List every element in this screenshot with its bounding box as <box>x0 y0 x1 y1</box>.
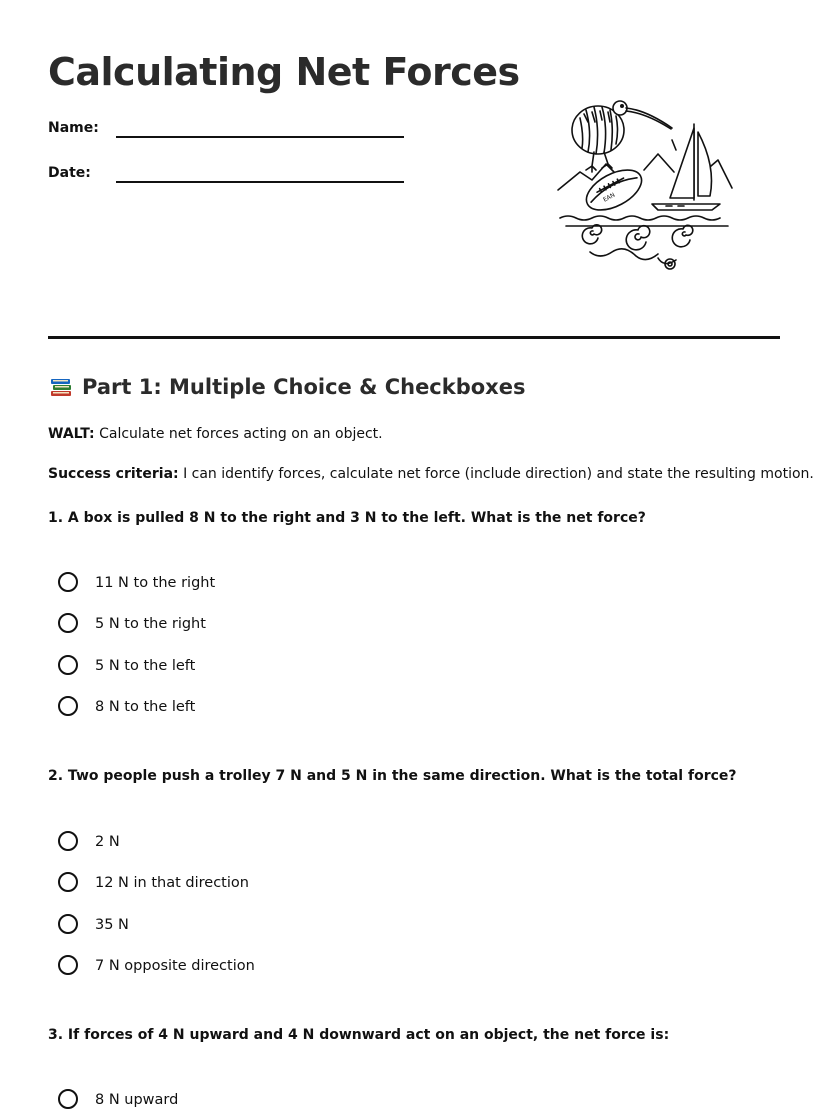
option-label: 35 N <box>95 917 129 933</box>
radio-button[interactable] <box>58 955 78 975</box>
kiwi-rugby-sailboat-illustration <box>554 92 734 274</box>
radio-button[interactable] <box>58 831 78 851</box>
section-divider <box>48 336 780 339</box>
walt-text: Calculate net forces acting on an object. <box>94 426 383 442</box>
walt-statement <box>48 424 383 444</box>
question-1-text: 1. A box is pulled 8 N to the right and 3 N to the left. What is the net force? <box>48 510 646 526</box>
part1-title: Part 1: Multiple Choice & Checkboxes <box>82 375 526 399</box>
option-label: 2 N <box>95 834 120 850</box>
name-input-line[interactable] <box>116 136 404 138</box>
option-label: 11 N to the right <box>95 575 216 591</box>
walt-label: WALT: <box>48 426 95 442</box>
question-3-text: 3. If forces of 4 N upward and 4 N downward act on an object, the net force is: <box>48 1027 670 1043</box>
radio-button[interactable] <box>58 914 78 934</box>
criteria-label: Success criteria: <box>48 466 179 482</box>
option-label: 8 N to the left <box>95 699 196 715</box>
radio-button[interactable] <box>58 1089 78 1109</box>
radio-button[interactable] <box>58 572 78 592</box>
page-title: Calculating Net Forces <box>48 50 520 94</box>
part1-heading <box>48 374 525 404</box>
option-label: 5 N to the right <box>95 616 206 632</box>
radio-button[interactable] <box>58 613 78 633</box>
criteria-text: I can identify forces, calculate net force (include direction) and state the resulting motion. <box>178 466 814 482</box>
radio-button[interactable] <box>58 872 78 892</box>
date-input-line[interactable] <box>116 181 404 183</box>
question-2-text: 2. Two people push a trolley 7 N and 5 N in the same direction. What is the total force? <box>48 768 737 784</box>
option-label: 8 N upward <box>95 1092 179 1108</box>
option-label: 7 N opposite direction <box>95 958 255 974</box>
radio-button[interactable] <box>58 655 78 675</box>
option-label: 5 N to the left <box>95 658 196 674</box>
name-label: Name: <box>48 120 99 136</box>
radio-button[interactable] <box>58 696 78 716</box>
date-field <box>48 163 408 187</box>
date-label: Date: <box>48 165 91 181</box>
option-label: 12 N in that direction <box>95 875 249 891</box>
name-field <box>48 118 408 142</box>
success-criteria <box>48 464 814 484</box>
books-icon <box>48 374 74 400</box>
svg-text:EAN: EAN <box>602 191 617 204</box>
